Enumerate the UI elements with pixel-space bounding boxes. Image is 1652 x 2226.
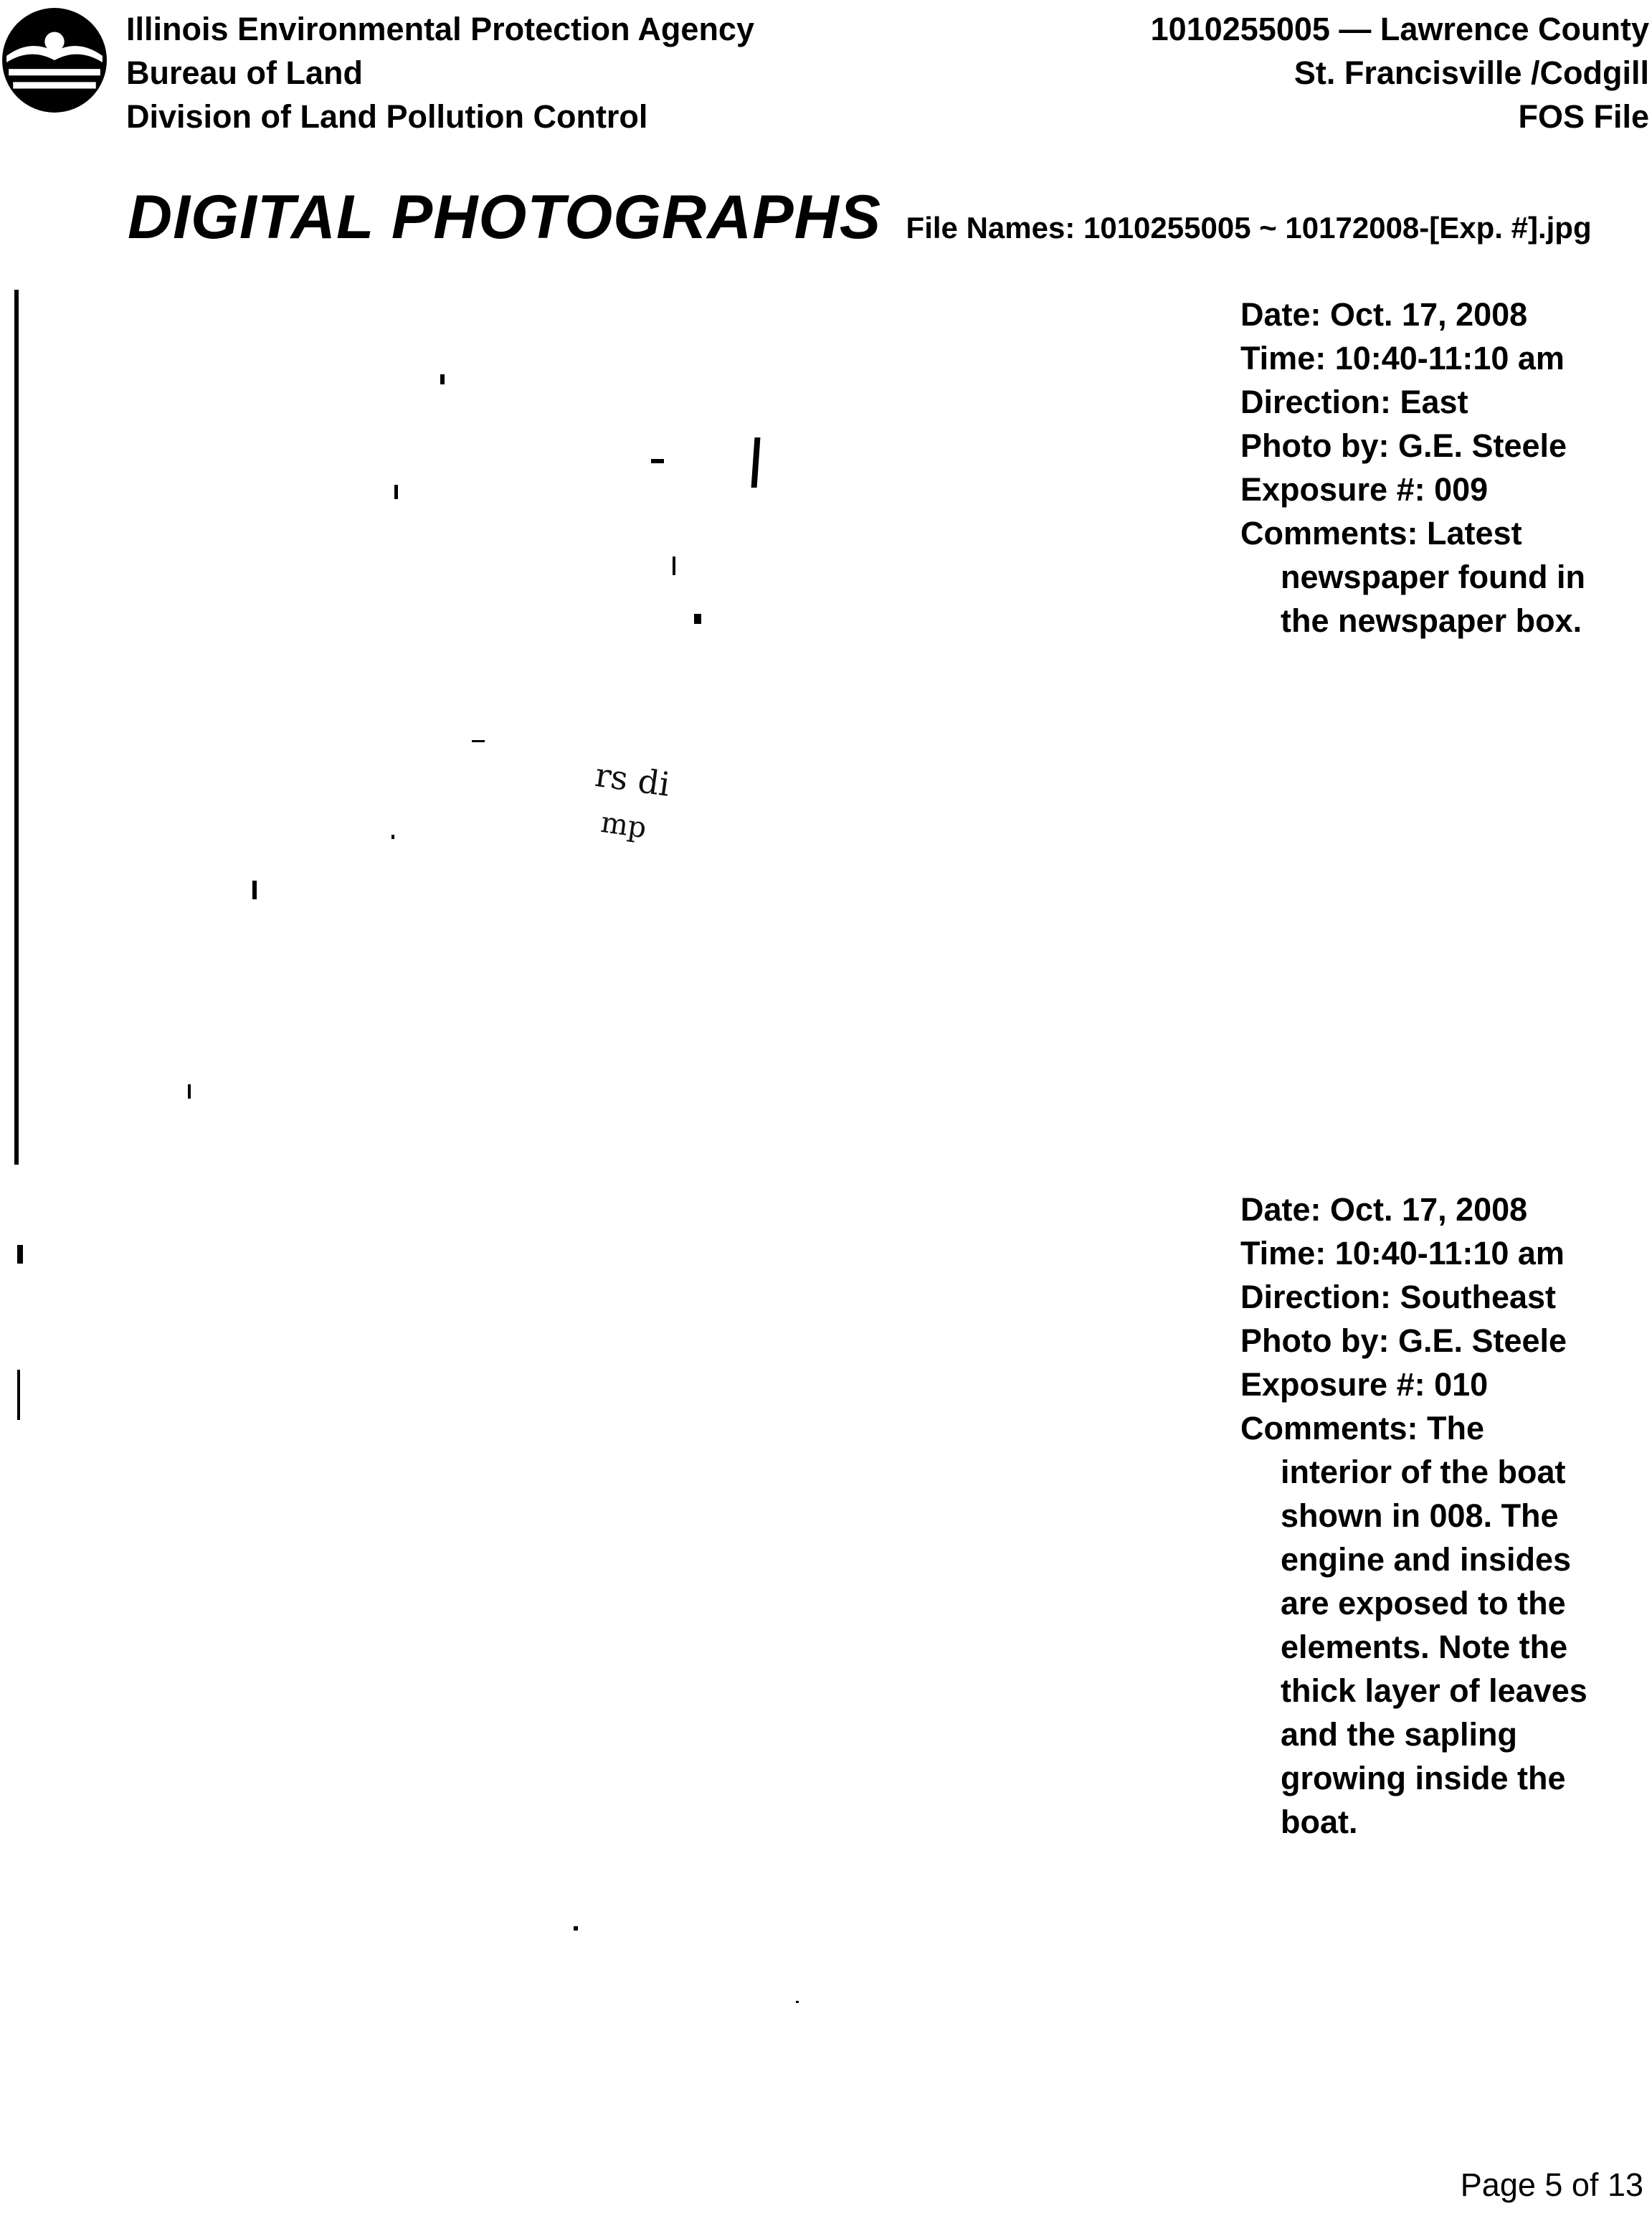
scan-speck <box>188 1084 191 1099</box>
caption-photo-by: Photo by: G.E. Steele <box>1240 1322 1567 1359</box>
scan-speck <box>252 881 257 899</box>
caption-date: Date: Oct. 17, 2008 <box>1240 1191 1528 1228</box>
site-location: St. Francisville /Codgill <box>1293 55 1649 91</box>
caption-exposure: Exposure #: 010 <box>1240 1366 1489 1403</box>
site-id-county: 1010255005 — Lawrence County <box>1150 11 1649 47</box>
agency-block <box>126 7 754 138</box>
scan-speck <box>574 1926 578 1931</box>
bureau-name: Bureau of Land <box>126 55 364 91</box>
photo-1-frame-edge <box>14 290 19 1165</box>
scan-speck <box>796 2001 799 2003</box>
scan-speck <box>17 1245 23 1264</box>
scan-text-fragment: mp <box>599 805 649 846</box>
scan-speck <box>440 374 445 384</box>
caption-photo-by: Photo by: G.E. Steele <box>1240 427 1567 464</box>
scan-speck <box>651 459 664 463</box>
caption-exposure: Exposure #: 009 <box>1240 471 1489 508</box>
file-type: FOS File <box>1518 98 1649 135</box>
scan-speck <box>391 835 394 839</box>
title-row <box>128 182 1592 252</box>
site-block <box>1151 7 1649 138</box>
photo-2-caption <box>1240 1188 1613 1844</box>
scan-speck <box>17 1370 20 1420</box>
caption-direction: Direction: East <box>1240 384 1468 420</box>
scan-speck <box>694 614 701 624</box>
illinois-epa-logo-icon <box>0 6 109 115</box>
caption-comments-label: Comments: The <box>1240 1410 1485 1446</box>
caption-time: Time: 10:40-11:10 am <box>1240 1235 1565 1271</box>
scan-speck <box>673 556 675 575</box>
scan-speck <box>472 740 485 742</box>
agency-name: Illinois Environmental Protection Agency <box>126 11 754 47</box>
division-name: Division of Land Pollution Control <box>126 98 648 135</box>
photo-1-caption <box>1240 293 1613 643</box>
caption-comments-body: newspaper found in the newspaper box. <box>1281 559 1586 639</box>
scan-speck <box>394 485 398 499</box>
page-number: Page 5 of 13 <box>1460 2166 1643 2203</box>
photo-1 <box>22 290 1197 1165</box>
caption-comments-body: interior of the boat shown in 008. The engine and insides are exposed to the elements. Note the thick layer of leaves and the sapling growing inside the boat. <box>1281 1454 1587 1840</box>
photo-2 <box>22 1176 1197 2108</box>
caption-comments-label: Comments: Latest <box>1240 515 1522 551</box>
caption-direction: Direction: Southeast <box>1240 1279 1557 1315</box>
caption-time: Time: 10:40-11:10 am <box>1240 340 1565 376</box>
scan-speck <box>751 437 761 488</box>
file-names: File Names: 1010255005 ~ 10172008-[Exp. #].jpg <box>906 211 1592 245</box>
scan-text-fragment: rs di <box>592 754 673 805</box>
page-title: DIGITAL PHOTOGRAPHS <box>128 183 882 252</box>
caption-date: Date: Oct. 17, 2008 <box>1240 296 1528 333</box>
